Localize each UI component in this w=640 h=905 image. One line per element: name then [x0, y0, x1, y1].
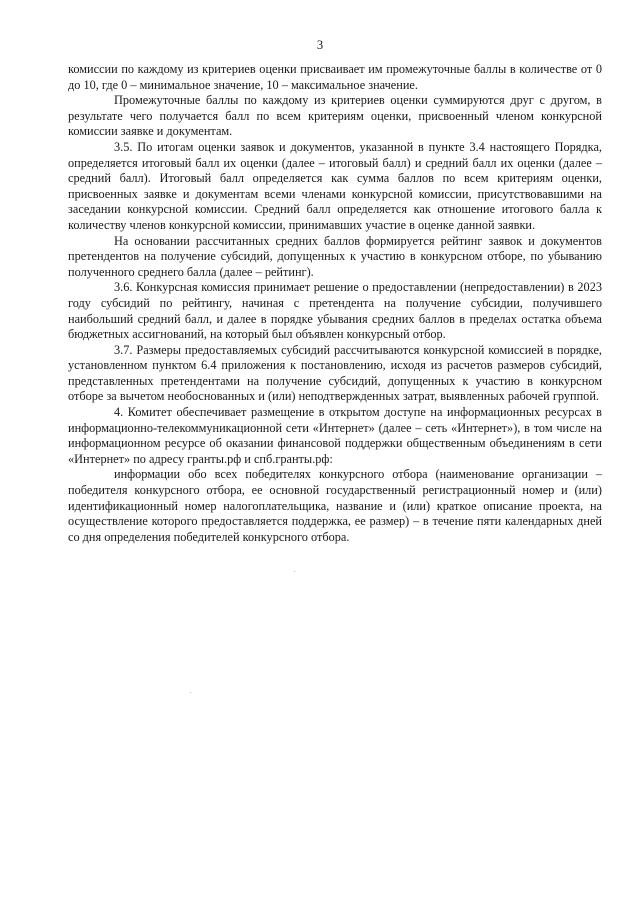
scan-speck — [190, 692, 191, 693]
paragraph-winners-info: информации обо всех победителях конкурсного отбора (наименование организации – победителя конкурсного отбора, ее основной государственный регистрационный номер и (или) идентификационный номер налогоплательщика, название и (или) краткое описание проекта, на осуществление которого предоставляется поддержка, ее размер) – в течение пяти календарных дней со дня определения победителей конкурсного отбора. — [68, 467, 602, 544]
document-body — [68, 62, 602, 545]
paragraph-rating: На основании рассчитанных средних баллов формируется рейтинг заявок и документов претендентов на получение субсидий, допущенных к участию в конкурсном отборе, по убыванию полученного среднего балла (далее – рейтинг). — [68, 233, 602, 279]
paragraph-continuation: комиссии по каждому из критериев оценки присваивает им промежуточные баллы в количестве от 0 до 10, где 0 – минимальное значение, 10 – максимальное значение. — [68, 62, 602, 92]
paragraph-3-7: 3.7. Размеры предоставляемых субсидий рассчитываются конкурсной комиссией в порядке, установленном пунктом 6.4 приложения к постановлению, исходя из расчетов размеров субсидий, представленных претендентами на получение субсидий, допущенных к участию в конкурсном отборе за вычетом необоснованных и (или) неподтвержденных затрат, выявленных рабочей группой. — [68, 342, 602, 404]
paragraph-3-5: 3.5. По итогам оценки заявок и документов, указанной в пункте 3.4 настоящего Порядка, определяется итоговый балл их оценки (далее – итоговый балл) и средний балл их оценки (далее – средний балл). Итоговый балл определяется как сумма баллов по всем критериям оценки, присвоенных заявке и документам всеми членами конкурсной комиссии, присутствовавшими на заседании конкурсной комиссии. Средний балл определяется как отношение итогового балла к количеству членов конкурсной комиссии, принимавших участие в оценке данной заявки. — [68, 139, 602, 232]
page-number: 3 — [316, 38, 324, 52]
paragraph-4: 4. Комитет обеспечивает размещение в открытом доступе на информационных ресурсах в информационно-телекоммуникационной сети «Интернет» (далее – сеть «Интернет»), в том числе на информационном ресурсе об оказании финансовой поддержки общественным объединениям в сети «Интернет» по адресу гранты.рф и спб.гранты.рф: — [68, 405, 602, 466]
paragraph-3-6: 3.6. Конкурсная комиссия принимает решение о предоставлении (непредоставлении) в 2023 году субсидий по рейтингу, начиная с претендента на получение субсидии, получившего наибольший средний балл, и далее в порядке убывания средних баллов в пределах остатка объема бюджетных ассигнований, на который был объявлен конкурсный отбор. — [68, 280, 602, 342]
scan-speck — [294, 571, 295, 572]
paragraph-intermediate-scores: Промежуточные баллы по каждому из критериев оценки суммируются друг с другом, в результате чего получается балл по всем критериям оценки, присвоенный членом конкурсной комиссии заявке и документам. — [68, 93, 602, 139]
